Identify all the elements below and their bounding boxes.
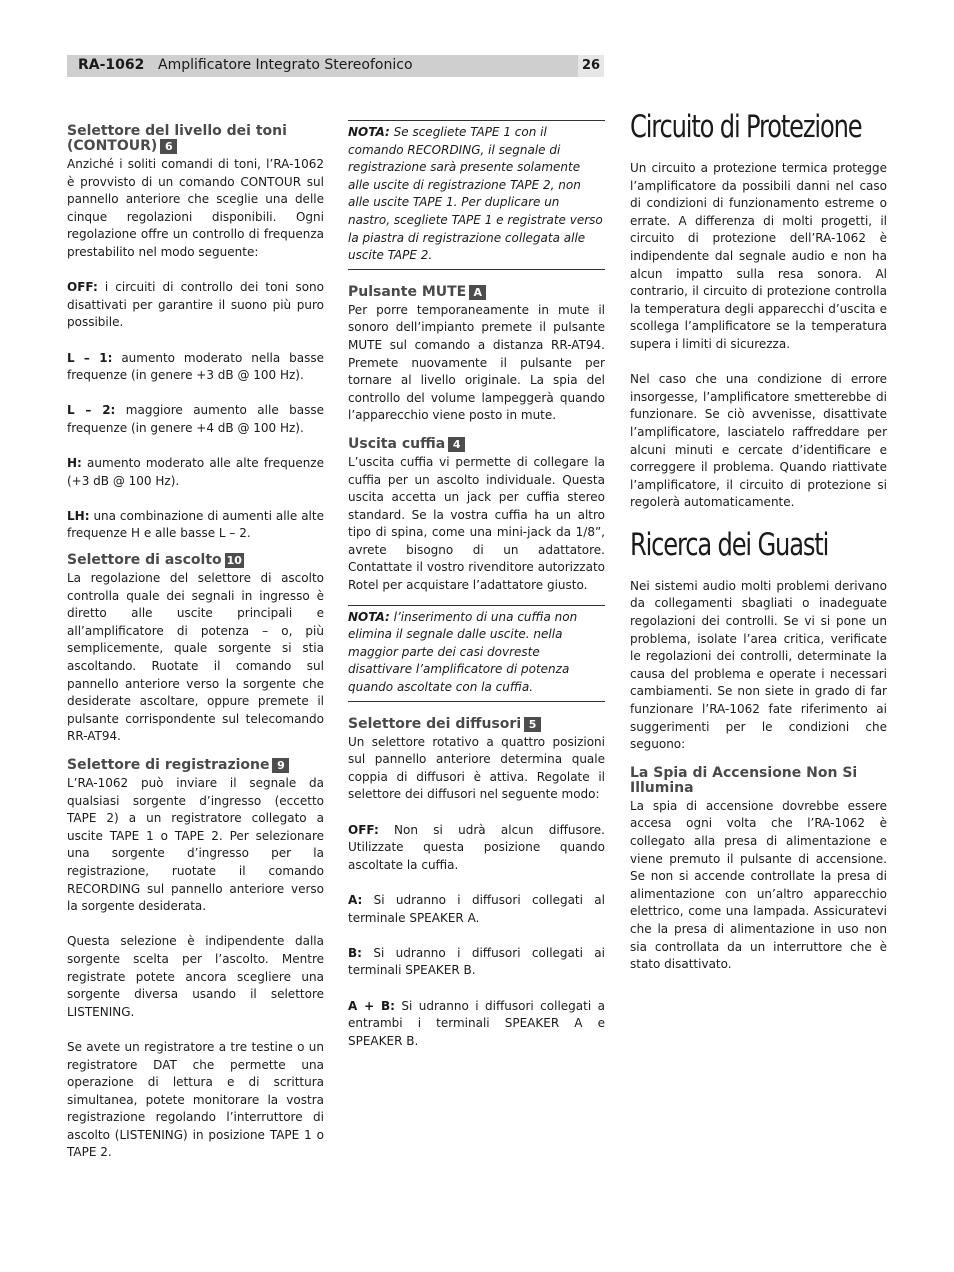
listening-heading-text: Selettore di ascolto (67, 552, 222, 569)
speaker-ab-label: A + B: (348, 998, 395, 1013)
column-right (630, 108, 887, 991)
column-middle (348, 120, 605, 1068)
power-heading: La Spia di Accensione Non Si Illumina (630, 764, 858, 796)
note-headphone-text: l’inserimento di una cuffia non elimina il segnale dalle uscite. nella maggior parte dei casi dovreste disattivare l’amplificatore di potenza quando ascoltate con la cuffia. (348, 609, 578, 695)
mute-heading-text: Pulsante MUTE (348, 283, 467, 300)
recording-heading (67, 758, 324, 773)
speaker-b-label: B: (348, 945, 362, 960)
protection-p2: Nel caso che una condizione di errore insorgesse, l’amplificatore smetterebbe di funzionare. Se ciò avvenisse, disattivate l’amplificatore, lasciatelo raffreddare per alcuni minuti e cercate d’identificare e correggere il problema. Quando riattivate l’amplificatore, il circuito di protezione si regolerà automaticamente. (630, 372, 887, 510)
recording-heading-text: Selettore di registrazione (67, 757, 270, 773)
speaker-a (348, 892, 605, 927)
contour-l1-text: aumento moderato nella basse frequenze (in genere +3 dB @ 100 Hz). (67, 350, 324, 383)
note-recording-label: NOTA: (348, 125, 390, 139)
page-number: 26 (578, 55, 604, 77)
troubleshooting-p1: Nei sistemi audio molti problemi derivano da collegamenti sbagliati o inadeguate regolazioni dei controlli. Se vi si pone un problema, isolate l’area critica, verificate le regolazioni dei controlli, determinate la causa del problema e operate i necessari cambiamenti. Se non siete in grado di far funzionare l’RA-1062 fate riferimento ai suggerimenti per le condizioni che seguono: (630, 578, 887, 752)
contour-l1-label: L – 1: (67, 350, 113, 365)
note-recording-text: Se scegliete TAPE 1 con il comando RECORDING, il segnale di registrazione sarà presente solamente alle uscite di registrazione TAPE 2, non alle uscite TAPE 1. Per duplicare un nastro, scegliete TAPE 1 e registrate verso la piastra di registrazione collegata alle uscite TAPE 2. (348, 125, 603, 263)
contour-l2-text: maggiore aumento alle basse frequenze (in genere +4 dB @ 100 Hz). (67, 403, 324, 435)
speaker-badge: 5 (524, 717, 541, 732)
mute-text: Per porre temporaneamente in mute il sonoro dell’impianto premete il pulsante MUTE sul comando a distanza RR-AT94. Premete nuovamente il pulsante per tornare al livello originale. La spia del controllo del volume lampeggerà quando l’apparecchio viene posto in mute. (348, 302, 605, 423)
contour-lh-text: una combinazione di aumenti alle alte frequenze H e alle basse L – 2. (67, 508, 324, 541)
speaker-off (348, 822, 605, 875)
recording-badge: 9 (272, 758, 289, 773)
headphone-badge: 4 (448, 437, 465, 452)
contour-lh-label: LH: (67, 508, 90, 523)
speaker-heading-text: Selettore dei diffusori (348, 715, 522, 732)
speaker-ab (348, 998, 605, 1051)
speaker-b-text: Si udranno i diffusori collegati ai terminali SPEAKER B. (348, 945, 605, 978)
model-name: RA-1062 (78, 57, 145, 73)
mute-badge: A (469, 285, 486, 300)
speaker-off-text: Non si udrà alcun diffusore. Utilizzate questa posizione quando ascoltate la cuffia. (348, 822, 605, 872)
contour-off-label: OFF: (67, 280, 98, 295)
contour-off (67, 279, 324, 332)
speaker-b (348, 945, 605, 980)
speaker-a-text: Si udranno i diffusori collegati al terminale SPEAKER A. (348, 892, 605, 925)
contour-l2 (67, 402, 324, 437)
note-headphone-body (348, 609, 605, 697)
contour-lh (67, 508, 324, 543)
contour-heading (67, 124, 324, 154)
contour-h (67, 455, 324, 490)
protection-title: Circuito di Protezione (630, 109, 862, 145)
header-title: Amplificatore Integrato Stereofonico (158, 57, 413, 73)
contour-off-text: i circuiti di controllo dei toni sono disattivati per garantire il suono più puro possibile. (67, 280, 324, 330)
power-text: La spia di accensione dovrebbe essere accesa ogni volta che l’RA-1062 è collegato alla presa di alimentazione e viene premuto il pulsante di accensione. Se non si accende controllate la presa di alimentazione con un’altro apparecchio elettrico, come una lampada. Assicuratevi che la presa di alimentazione in uso non sia controllata da un interruttore che è stato disattivato. (630, 798, 887, 972)
speaker-off-label: OFF: (348, 822, 379, 837)
recording-p1: L’RA-1062 può inviare il segnale da qualsiasi sorgente d’ingresso (eccetto TAPE 2) a un registratore collegato a uscite TAPE 1 o TAPE 2. Per selezionare una sorgente d’ingresso per la registrazione, ruotate il comando RECORDING sul pannello anteriore verso la sorgente desiderata. (67, 776, 324, 914)
listening-badge: 10 (226, 554, 242, 568)
contour-badge: 6 (160, 139, 177, 154)
page-header (67, 55, 604, 77)
troubleshooting-title: Ricerca dei Guasti (630, 526, 829, 563)
note-headphone (348, 605, 605, 702)
recording-p2: Questa selezione è indipendente dalla sorgente scelta per l’ascolto. Mentre registrate potete ancora scegliere una sorgente diversa usando il selettore LISTENING. (67, 934, 324, 1019)
listening-heading (67, 553, 324, 568)
protection-p1: Un circuito a protezione termica protegge l’amplificatore da possibili danni nel caso di condizioni di funzionamento estreme o errate. A differenza di molti progetti, il circuito di protezione dell’RA-1062 è indipendente dal segnale audio e non ha alcun impatto sulla resa sonora. Al contrario, il circuito di protezione controlla la temperatura degli apparecchi d’uscita e scollega l’amplificatore se la temperatura supera i limiti di sicurezza. (630, 161, 887, 351)
contour-heading-text: Selettore del livello dei toni (CONTOUR) (67, 123, 287, 154)
note-recording-body (348, 124, 605, 265)
speaker-a-label: A: (348, 892, 363, 907)
headphone-text: L’uscita cuffia vi permette di collegare la cuffia per un ascolto individuale. Questa uscita accetta un jack per cuffia stereo standard. Se la vostra cuffia ha un altro tipo di spina, come una mini-jack da 1/8”, avrete bisogno di un adattatore. Contattate il vostro rivenditore autorizzato Rotel per acquistare l’adattatore giusto. (348, 454, 605, 593)
note-recording (348, 120, 605, 270)
contour-l1 (67, 350, 324, 385)
column-left (67, 120, 324, 1180)
note-headphone-label: NOTA: (348, 609, 390, 624)
recording-p3: Se avete un registratore a tre testine o un registratore DAT che permette una operazione di lettura e di scrittura simultanea, potete monitorare la vostra registrazione regolando l’interruttore di ascolto (LISTENING) in posizione TAPE 1 o TAPE 2. (67, 1039, 324, 1160)
contour-h-text: aumento moderato alle alte frequenze (+3 dB @ 100 Hz). (67, 456, 324, 488)
headphone-heading-text: Uscita cuffia (348, 435, 446, 452)
speaker-heading (348, 717, 605, 732)
speaker-intro: Un selettore rotativo a quattro posizioni sul pannello anteriore determina quale coppia di diffusori è attiva. Regolate il selettore dei diffusori nel seguente modo: (348, 734, 605, 802)
headphone-heading (348, 437, 605, 452)
contour-l2-label: L – 2: (67, 403, 116, 418)
contour-intro: Anziché i soliti comandi di toni, l’RA-1062 è provvisto di un comando CONTOUR sul pannello anteriore che sceglie una delle cinque regolazioni disponibili. Ogni regolazione offre un controllo di frequenza prestabilito nel modo seguente: (67, 157, 324, 259)
speaker-ab-text: Si udranno i diffusori collegati a entrambi i terminali SPEAKER A e SPEAKER B. (348, 998, 605, 1048)
contour-h-label: H: (67, 456, 82, 471)
listening-text: La regolazione del selettore di ascolto controlla quale dei segnali in ingresso è diretto alle uscite principali e all’amplificatore di potenza – o, più semplicemente, quale sorgente si stia ascoltando. Ruotate il comando sul pannello anteriore verso la sorgente che desiderate ascoltare, oppure premete il pulsante corrispondente sul telecomando RR-AT94. (67, 571, 324, 744)
mute-heading (348, 285, 605, 300)
